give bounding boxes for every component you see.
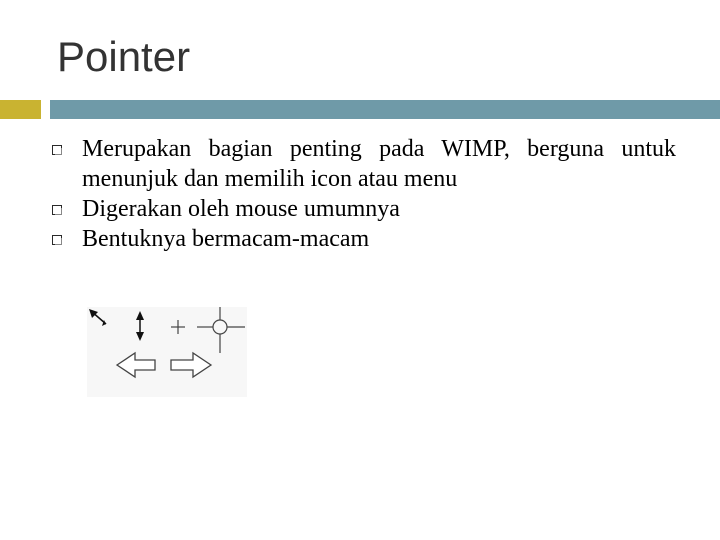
title-accent-bar-teal: [50, 100, 720, 119]
circle-crosshair-icon: [197, 307, 245, 353]
right-arrow-icon: [171, 353, 211, 377]
bullet-list: [50, 134, 690, 254]
vertical-resize-icon: [136, 311, 144, 341]
square-bullet-icon: [52, 205, 62, 215]
title-accent-bar-gold: [0, 100, 41, 119]
diagonal-arrow-icon: [89, 309, 106, 326]
square-bullet-icon: [52, 145, 62, 155]
bullet-item: [50, 134, 676, 194]
bullet-text: Bentuknya bermacam-macam: [82, 226, 370, 252]
left-arrow-icon: [117, 353, 155, 377]
plus-crosshair-icon: [171, 320, 185, 334]
slide-title: Pointer: [57, 33, 191, 80]
bullet-item: [50, 194, 690, 224]
square-bullet-icon: [52, 235, 62, 245]
bullet-text: Merupakan bagian penting pada WIMP, berguna untuk menunjuk dan memilih icon atau menu: [82, 136, 676, 192]
bullet-text: Digerakan oleh mouse umumnya: [82, 196, 400, 222]
bullet-item: [50, 224, 690, 254]
pointer-shapes-figure: [87, 307, 247, 397]
